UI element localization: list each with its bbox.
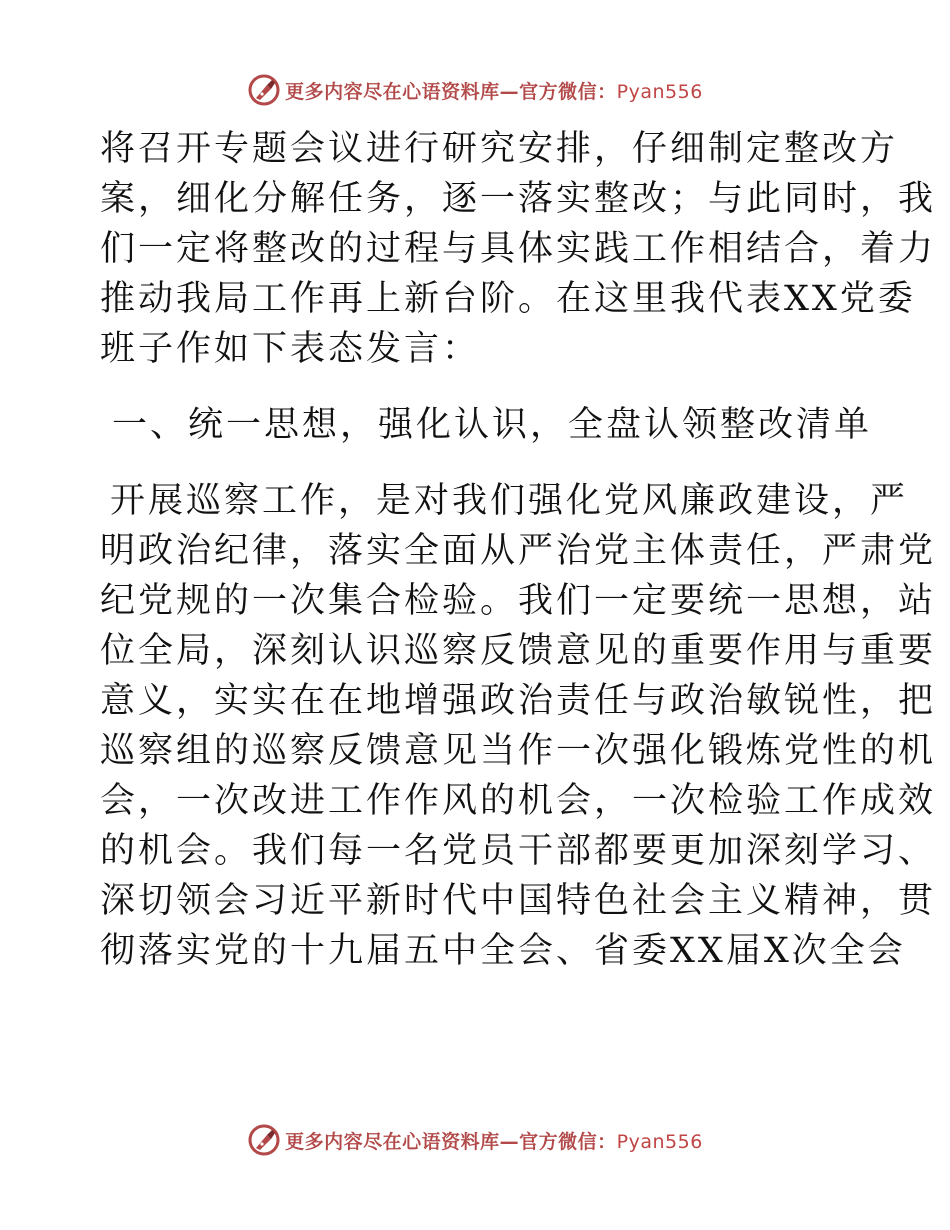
intro-line-1: 将召开专题会议进行研究安排，仔细制定整改方 xyxy=(100,129,899,169)
section-heading: 一、统一思想，强化认识，全盘认领整改清单 xyxy=(112,405,873,445)
intro-line-3: 们一定将整改的过程与具体实践工作相结合，着力 xyxy=(100,229,937,269)
intro-line-2: 案，细化分解任务，逐一落实整改；与此同时，我 xyxy=(100,179,937,219)
paragraph-line-3: 纪党规的一次集合检验。我们一定要统一思想，站 xyxy=(100,581,937,621)
paragraph-line-4: 位全局，深刻认识巡察反馈意见的重要作用与重要 xyxy=(100,631,937,671)
header-watermark xyxy=(0,70,950,110)
watermark-text: 更多内容尽在心语资料库—官方微信：Pyan556 xyxy=(285,80,703,103)
pen-nib-logo-icon xyxy=(247,73,281,107)
watermark-text: 更多内容尽在心语资料库—官方微信：Pyan556 xyxy=(285,1130,703,1153)
footer-watermark xyxy=(0,1120,950,1160)
pen-nib-logo-icon xyxy=(247,1123,281,1157)
document-body xyxy=(100,124,937,976)
watermark-account: Pyan556 xyxy=(616,1130,703,1153)
watermark-account: Pyan556 xyxy=(616,80,703,103)
paragraph-line-10: 彻落实党的十九届五中全会、省委XX届X次全会 xyxy=(100,931,906,971)
paragraph-line-6: 巡察组的巡察反馈意见当作一次强化锻炼党性的机 xyxy=(100,731,937,771)
paragraph-line-1: 开展巡察工作，是对我们强化党风廉政建设，严 xyxy=(110,481,909,521)
paragraph-line-7: 会，一次改进工作作风的机会，一次检验工作成效 xyxy=(100,781,937,821)
paragraph-line-8: 的机会。我们每一名党员干部都要更加深刻学习、 xyxy=(100,831,937,871)
intro-line-5: 班子作如下表态发言： xyxy=(100,329,481,369)
paragraph-line-2: 明政治纪律，落实全面从严治党主体责任，严肃党 xyxy=(100,531,937,571)
intro-line-4: 推动我局工作再上新台阶。在这里我代表XX党委 xyxy=(100,279,916,319)
paragraph-line-5: 意义，实实在在地增强政治责任与政治敏锐性，把 xyxy=(100,681,937,721)
paragraph-line-9: 深切领会习近平新时代中国特色社会主义精神，贯 xyxy=(100,881,937,921)
